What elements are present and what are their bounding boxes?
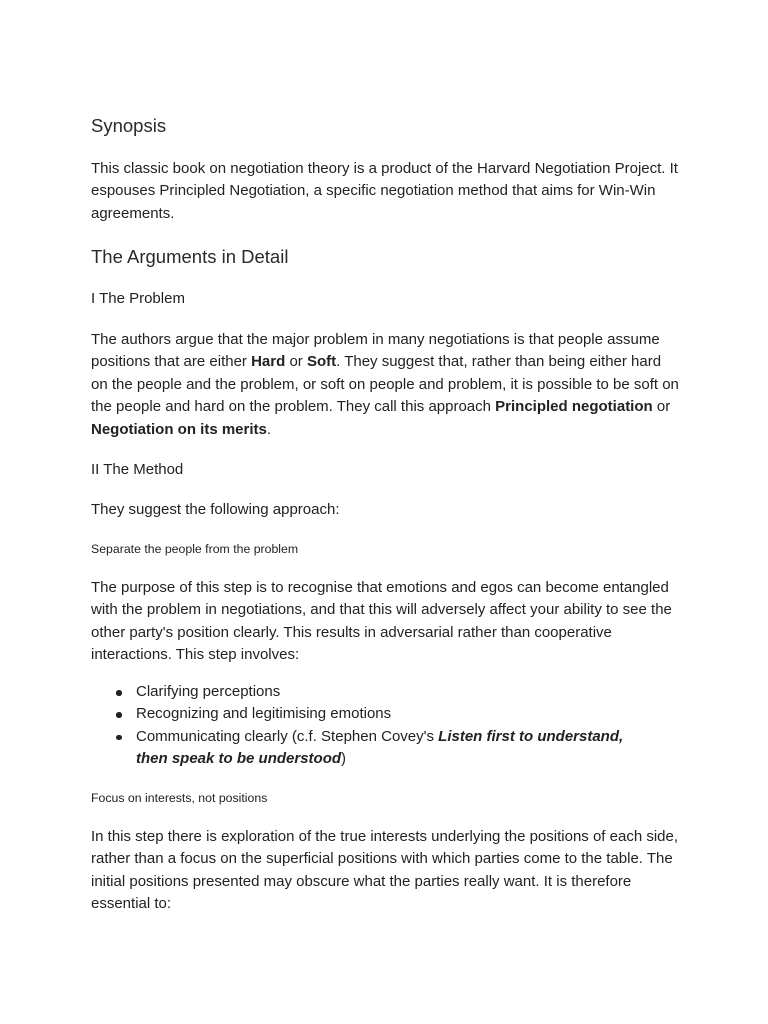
step1-title: Separate the people from the problem [91, 542, 299, 556]
synopsis-heading: Synopsis [91, 115, 167, 136]
step2-title: Focus on interests, not positions [91, 791, 268, 805]
list-item: Clarifying perceptions [91, 681, 651, 703]
bullet-icon [116, 690, 122, 696]
problem-label: I The Problem [91, 290, 185, 307]
principled-negotiation-term: Principled negotiation [495, 398, 653, 416]
bullet-icon [116, 735, 122, 741]
step1-bullet-list [91, 681, 651, 771]
method-intro: They suggest the following approach: [91, 501, 340, 518]
synopsis-paragraph: This classic book on negotiation theory is a product of the Harvard Negotiation Project. It espouses Principled Negotiation, a specific negotiation method that aims for Win-Win agreements. [91, 160, 678, 222]
step2-paragraph: In this step there is exploration of the true interests underlying the positions of each side, rather than a focus on the superficial positions with which parties come to the table. The initial positions presented may obscure what the parties really want. It is therefore essential to: [91, 828, 679, 913]
problem-paragraph: The authors argue that the major problem in many negotiations is that people assume positions that are either Hard or Soft. They suggest that, rather than being either hard on the people and the problem, or soft on people and problem, it is possible to be soft on the people and hard on the problem. They call this approach Principled negotiation or Negotiation on its merits. [91, 331, 679, 438]
hard-term: Hard [251, 353, 286, 371]
soft-term: Soft [306, 353, 337, 371]
arguments-heading: The Arguments in Detail [91, 246, 289, 267]
method-label: II The Method [91, 461, 184, 478]
covey-quote: Listen first to understand, then speak to be understood [136, 727, 624, 768]
list-item: Communicating clearly (c.f. Stephen Covey's Listen first to understand, then speak to be understood) [91, 726, 651, 771]
negotiation-on-merits-term: Negotiation on its merits [91, 420, 267, 438]
step1-paragraph: The purpose of this step is to recognise that emotions and egos can become entangled with the problem in negotiations, and that this will adversely affect your ability to see the other party's position clearly. This results in adversarial rather than cooperative interactions. This step involves: [91, 579, 672, 664]
list-item: Recognizing and legitimising emotions [91, 703, 651, 725]
bullet-icon [116, 712, 122, 718]
